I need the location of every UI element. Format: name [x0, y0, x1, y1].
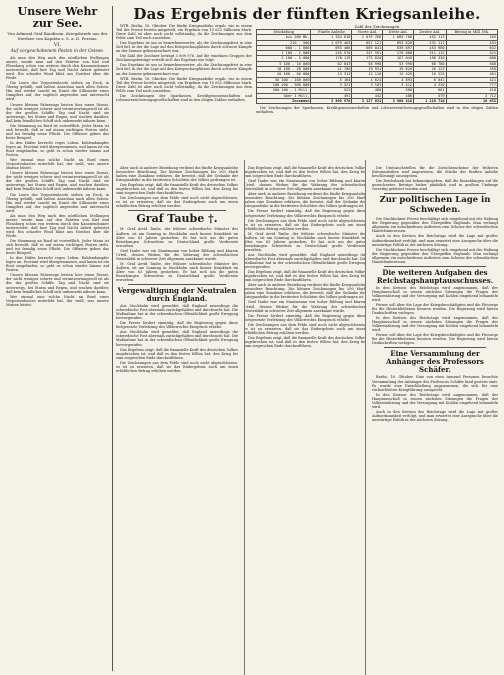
paragraph: Das Ergebnis zeigt, daß die finanzielle Kraft des deutschen Volkes ungebrochen ist, und daß es den festen Willen hat, den Krieg bis zum siegreichen Ende durchzuführen.	[116, 183, 238, 196]
table-total-row	[257, 98, 498, 103]
table-caption: Zahl der Zeichnungen	[354, 24, 400, 29]
article-title-schweden: Zur politischen Lage in Schweden.	[379, 195, 491, 215]
paragraph: Die Stimmung an Bord ist vortrefflich. Jeder Mann ist sich bewußt, daß er auf einem wichtigen Posten steht, und tut freudig seine Pflicht. Die Offiziere geben das beste Beispiel.	[6, 239, 109, 256]
table-cell: 421	[446, 77, 497, 82]
table-cell: 2 100 - 5 000	[257, 56, 311, 61]
table-cell: 523	[311, 88, 352, 93]
table-cell: 100 100 - 500 000	[257, 82, 311, 87]
paragraph: Das Ergebnis zeigt, daß die finanzielle Kraft des deutschen Volkes ungebrochen ist, und daß es den festen Willen hat, den Krieg bis zum siegreichen Ende durchzuführen.	[244, 270, 366, 283]
paragraph: Ferner soll über die Lage der Kriegsbeschädigten und die Fürsorge für die Hinterbliebenen beraten werden. Die Regierung wird hierzu Denkschriften vorlegen.	[372, 302, 498, 316]
table-header: Dritte Anl.	[383, 30, 414, 35]
table-cell: 661	[414, 88, 447, 93]
paragraph: WTB. Berlin, 16. Oktober. Die fünfte Kriegsanleihe ergab, wie in einem Teil der Presse bereits mitgeteilt, ein Ergebnis von 10 652 Millionen Mark. Diese Zahl ist aber noch nicht vollständig, da die Zeichnungen aus dem Felde zum Teil noch ausstehen.	[116, 76, 252, 93]
table-cell: 410	[446, 88, 497, 93]
paragraph: Aus Stockholm wird gemeldet, daß England neuerdings die schwedische Post abermals zurückgehalten und durchsucht hat. Die Maßnahme hat in der schwedischen Öffentlichkeit große Erregung hervorgerufen.	[116, 330, 238, 347]
table-cell: 669 841	[352, 45, 383, 50]
paragraph: Die Zeichnungen aus dem Felde sind noch nicht abgeschlossen; es ist zu erwarten, daß sie das Endergebnis noch um einen erheblichen Betrag erhöhen werden.	[116, 360, 238, 373]
table-cell: 167 045	[383, 56, 414, 61]
article-subhead: Auf vorgeschobenem Posten in der Ostsee.	[10, 49, 105, 54]
table-cell: 6 041	[414, 77, 447, 82]
paragraph: Das Ergebnis zeigt, daß die finanzielle Kraft des deutschen Volkes ungebrochen ist, und daß es den festen Willen hat, den Krieg bis zum siegreichen Ende durchzuführen.	[116, 347, 238, 360]
lower-columns	[116, 166, 498, 671]
table-cell: 10 100 - 20 000	[257, 67, 311, 72]
table-cell: 500 100 - 1 Mill.	[257, 88, 311, 93]
table-cell: 4 624	[352, 77, 383, 82]
table-cell: 66 780	[414, 61, 447, 66]
table-cell: 632	[446, 45, 497, 50]
table-cell: über 1 Mill.	[257, 93, 311, 98]
table-cell: 53 990	[383, 61, 414, 66]
table-cell: 21 786	[311, 67, 352, 72]
table-total-cell: 3 127 031	[352, 98, 383, 103]
table-cell: 311 112	[414, 51, 447, 56]
table-cell: 178 119	[311, 56, 352, 61]
lead-area	[116, 24, 498, 182]
paragraph: Als man den Weg nach den nördlichen Stellungen antrat, wurde man auf den Fahrten von Kiel und Flensburg schon von weitem durch den Kanonendonner unterrichtet, daß hier Tag und Nacht Arbeit geleistet wird. Ein scharfer Wind bläst aus Nordost über die Förde.	[6, 213, 109, 238]
article-title-vergewaltigung: Vergewaltigung der Neutralen durch England.	[117, 286, 237, 304]
paragraph: Unsere kleinen Fahrzeuge leisten hier einen Dienst, der nicht weniger schwer und verantwortungsvoll ist als der der großen Schiffe. Tag und Nacht sind sie unterwegs, bei Sturm und Regen, und wachen darüber, daß kein feindliches Schiff sich unbemerkt nähern kann.	[6, 273, 109, 294]
paragraph: Das Ergebnis zeigt, daß die finanzielle Kraft des deutschen Volkes ungebrochen ist, und daß es den festen Willen hat, den Krieg bis zum siegreichen Ende durchzuführen.	[244, 335, 366, 348]
divider	[128, 284, 226, 285]
table-cell: 480	[352, 88, 383, 93]
table-cell: 857 121	[352, 40, 383, 45]
table-total-cell: 10 652	[446, 98, 497, 103]
column-c	[372, 166, 498, 671]
article-title-unsere-wehr: Unsere Wehr zur See.	[17, 6, 98, 30]
column-a	[116, 166, 238, 671]
table-cell: 508	[446, 61, 497, 66]
paragraph: Aber auch in anderer Beziehung verdient die fünfte Kriegsanleihe besondere Beachtung. Die kleinen Zeichnungen bis 200 Mark haben eine Zunahme erfahren, die beweist, daß der Gedanke der Kriegsanleihe in die breitesten Schichten des Volkes gedrungen ist.	[116, 166, 238, 183]
table-cell: 639 897	[383, 45, 414, 50]
paragraph: Die Presse fordert einmütig, daß die Regierung gegen diese fortgesetzte Verletzung des Völkerrechts Einspruch erhebe.	[244, 313, 366, 322]
table-cell: 452	[446, 40, 497, 45]
table-total-cell: 3 809 976	[311, 98, 352, 103]
paragraph: Berlin, 16. Oktober. Eine von etwa tausend Personen besuchte Versammlung der Anhänger des Professors Schäfer fand gestern statt. Es wurde eine Entschließung angenommen, die sich für eine rücksichtslose Kriegführung ausspricht.	[372, 375, 498, 392]
paragraph: Die Reichsbank hat bekanntgegeben, daß die Einzahlungen auf die gezeichneten Beträge bisher pünktlich und in großem Umfange vorzeitig geleistet worden sind.	[372, 179, 498, 192]
article-title-weitere-aufgaben: Die weiteren Aufgaben des Reichstagshauptausschusses.	[376, 267, 494, 285]
table-cell: 442	[352, 93, 383, 98]
paragraph: Aus Stockholm wird gemeldet, daß England neuerdings die schwedische Post abermals zurückgehalten und durchsucht hat. Die Maßnahme hat in der schwedischen Öffentlichkeit große Erregung hervorgerufen.	[244, 252, 366, 270]
paragraph: WTB. Berlin, 16. Oktober. Die fünfte Kriegsanleihe ergab, wie in einem Teil der Presse bereits mitgeteilt, ein Ergebnis von 10 652 Millionen Mark. Diese Zahl ist aber noch nicht vollständig, da die Zeichnungen aus dem Felde zum Teil noch ausstehen.	[116, 24, 252, 41]
column-unsere-wehr	[6, 6, 109, 671]
table-cell: 58 996	[352, 61, 383, 66]
table-cell: 3 521	[311, 82, 352, 87]
table-cell: 19 931	[352, 67, 383, 72]
table-cell: 50 100 - 100 000	[257, 77, 311, 82]
paragraph: Die Leute der Vorpostenboote stehen an Deck, in Ölzeug gehüllt, und halten Ausschau nach allen Seiten. Hin und wieder taucht im Dunst die Silhouette eines Dampfers auf, der sogleich angerufen und untersucht wird.	[6, 81, 109, 102]
table-note: Die Zeichnungen der Sparkassen, Kreditgenossenschaften und Lebensversicherungsgesellschaften sind in den obigen Zahlen enthalten.	[256, 106, 498, 115]
table-cell: 1 100 - 2 000	[257, 51, 311, 56]
paragraph: In den Häfen herrscht reges Leben. Kohlendampfer legen an, Proviant wird übergenommen, und kaum ist ein Boot eingelaufen, so geht es schon wieder hinaus auf Posten.	[6, 256, 109, 273]
table-cell: 247 591	[352, 51, 383, 56]
paragraph: Die Stockholmer Presse beschäftigt sich eingehend mit der Haltung der Regierung gegenüber den Übergriffen Englands. Man verlangt allgemein ein entschiedenes Auftreten zum Schutze der schwedischen Handelsinteressen.	[372, 217, 498, 234]
column-b	[244, 166, 366, 671]
paragraph: In den Häfen herrscht reges Leben. Kohlendampfer legen an, Proviant wird übergenommen, und kaum ist ein Boot eingelaufen, so geht es schon wieder hinaus auf Posten.	[6, 140, 109, 158]
table-cell: 19 820	[383, 67, 414, 72]
table-cell: 5 164	[311, 77, 352, 82]
paragraph: Das Ergebnis ist um so bemerkenswerter, als die Zeichnungsfrist in eine Zeit fiel, in der die Lage auf den Kriegsschauplätzen durch schwere Kämpfe an der Somme gekennzeichnet war.	[116, 41, 252, 54]
paragraph: Die Umtauschstellen für die Zwischenscheine der früheren Kriegsanleihen sind angewiesen, die Stücke der fünften Anleihe beschleunigt auszugeben.	[372, 166, 498, 179]
main-headline: Das Ergebnis der fünften Kriegsanleihe.	[133, 6, 481, 23]
lead-text	[116, 24, 252, 103]
column-divider	[112, 6, 113, 671]
paragraph: Die Zeichnungen der Sparkassen, Kreditgenossenschaften und Lebensversicherungsgesellschaften sind in den obigen Zahlen enthalten.	[116, 93, 252, 102]
divider	[384, 266, 486, 267]
table-body	[257, 35, 498, 104]
divider	[384, 193, 486, 194]
table-cell: 16 225	[414, 72, 447, 77]
paragraph: Die Presse fordert einmütig, daß die Regierung gegen diese fortgesetzte Verletzung des Völkerrechts Einspruch erhebe.	[116, 321, 238, 330]
paragraph: Das Ergebnis zeigt, daß die finanzielle Kraft des deutschen Volkes ungebrochen ist, und daß es den festen Willen hat, den Krieg bis zum siegreichen Ende durchzuführen.	[244, 166, 366, 179]
section-number: VI.	[53, 42, 62, 48]
column-divider	[365, 160, 366, 675]
statistics-table-area	[256, 24, 498, 115]
paragraph: Die Leute der Vorpostenboote stehen an Deck, in Ölzeug gehüllt, und halten Ausschau nach allen Seiten. Hin und wieder taucht im Dunst die Silhouette eines Dampfers auf, der sogleich angerufen und untersucht wird.	[6, 192, 109, 213]
table-cell: 1 079 463	[311, 40, 352, 45]
paragraph: Als man den Weg nach den nördlichen Stellungen antrat, wurde man auf den Fahrten von Kiel und Flensburg schon von weitem durch den Kanonendonner unterrichtet, daß hier Tag und Nacht Arbeit geleistet wird. Ein scharfer Wind bläst aus Nordost über die Förde.	[6, 56, 109, 81]
table-cell: 486	[383, 93, 414, 98]
paragraph: Die Stockholmer Presse beschäftigt sich eingehend mit der Haltung der Regierung gegenüber den Übergriffen Englands. Man verlangt allgemein ein entschiedenes Auftreten zum Schutze der schwedischen Handelsinteressen.	[372, 247, 498, 264]
paragraph: Wer einmal eine solche Nacht an Bord eines Vorpostenbootes miterlebt hat, der weiß, was unsere Marine leistet.	[6, 294, 109, 307]
table-header: Betrag in Mill. Mk.	[446, 30, 497, 35]
paragraph: Die Zahl der Zeichner beträgt 3 809 976. Auf die einzelnen Gruppen der Zeichnungsbeträge verteilt sich das Ergebnis wie folgt:	[116, 54, 252, 63]
table-total-cell: 1 218 716	[414, 98, 447, 103]
divider	[128, 210, 226, 211]
table-cell: 893 620	[383, 40, 414, 45]
table-cell: 173 020	[352, 56, 383, 61]
table-cell: 508	[383, 88, 414, 93]
paragraph: M. Graf Arvid Taube, der frühere schwedische Minister des Äußern, ist am Sonntag in Stockholm nach kurzer Krankheit im Alter von 63 Jahren gestorben. Er hat sich um die guten Beziehungen Schwedens zu Deutschland große Verdienste erworben.	[116, 227, 238, 248]
table-cell: 461	[446, 72, 497, 77]
paragraph: Graf Taube war ein Staatsmann von hoher Bildung und klarem Urteil, dessen Wirken für die Wahrung der schwedischen Neutralität in schwerer Zeit allgemein anerkannt wurde.	[116, 248, 238, 261]
paragraph: Unsere kleinen Fahrzeuge leisten hier einen Dienst, der nicht weniger schwer und verantwortungsvoll ist als der der großen Schiffe. Tag und Nacht sind sie unterwegs, bei Sturm und Regen, und wachen darüber, daß kein feindliches Schiff sich unbemerkt nähern kann.	[6, 102, 109, 123]
table-cell: 421	[446, 51, 497, 56]
table-cell: 4 893	[383, 77, 414, 82]
table-cell: 20 100 - 50 000	[257, 72, 311, 77]
table-cell: 1 079 766	[352, 35, 383, 40]
paragraph: Aber auch in anderer Beziehung verdient die fünfte Kriegsanleihe besondere Beachtung. Die kleinen Zeichnungen bis 200 Mark haben eine Zunahme erfahren, die beweist, daß der Gedanke der Kriegsanleihe in die breitesten Schichten des Volkes gedrungen ist.	[244, 283, 366, 300]
paragraph: Die Presse fordert einmütig, daß die Regierung gegen diese fortgesetzte Verletzung des Völkerrechts Einspruch erhebe.	[244, 209, 366, 218]
table-header: Zweite Anl.	[414, 30, 447, 35]
column-main	[116, 6, 498, 671]
article-byline: Von Admiral Graf Baudissin. Kriegsbriefe aus der Nordsee von Kapitän z. S. a. D. Persius.	[7, 31, 108, 41]
table-cell: 245 970	[311, 51, 352, 56]
paragraph: Auch in den Kreisen des Reichstags wird die Lage mit großer Aufmerksamkeit verfolgt, und man erwartet eine Aussprache über die auswärtige Politik in der nächsten Sitzung.	[372, 409, 498, 422]
table-total-cell: 3 966 418	[383, 98, 414, 103]
paragraph: Die Zeichnungen aus dem Felde sind noch nicht abgeschlossen; es ist zu erwarten, daß sie das Endergebnis noch um einen erheblichen Betrag erhöhen werden.	[116, 196, 238, 209]
subscription-table	[256, 29, 498, 104]
table-cell: 196 320	[414, 56, 447, 61]
paragraph: Unsere kleinen Fahrzeuge leisten hier einen Dienst, der nicht weniger schwer und verantwortungsvoll ist als der der großen Schiffe. Tag und Nacht sind sie unterwegs, bei Sturm und Regen, und wachen darüber, daß kein feindliches Schiff sich unbemerkt nähern kann.	[6, 171, 109, 192]
paragraph: Wer einmal eine solche Nacht an Bord eines Vorpostenbootes miterlebt hat, der weiß, was unsere Marine leistet.	[6, 158, 109, 171]
table-header: Fünfte Anleihe	[311, 30, 352, 35]
table-cell: 452 113	[414, 35, 447, 40]
table-total-cell: Zusammen	[257, 98, 311, 103]
paragraph: M. Graf Arvid Taube, der frühere schwedische Minister des Äußern, ist am Sonntag in Stockholm nach kurzer Krankheit im Alter von 63 Jahren gestorben. Er hat sich um die guten Beziehungen Schwedens zu Deutschland große Verdienste erworben.	[116, 261, 238, 283]
table-cell: 276 880	[383, 51, 414, 56]
table-cell: 600 - 1 000	[257, 45, 311, 50]
table-cell: 13 312	[311, 72, 352, 77]
table-cell: 3 412	[383, 82, 414, 87]
table-header-row	[257, 30, 498, 35]
paragraph: Die Stimmung an Bord ist vortrefflich. Jeder Mann ist sich bewußt, daß er auf einem wichtigen Posten steht, und tut freudig seine Pflicht. Die Offiziere geben das beste Beispiel.	[6, 123, 109, 140]
paragraph: Aber auch in anderer Beziehung verdient die fünfte Kriegsanleihe besondere Beachtung. Die kleinen Zeichnungen bis 200 Mark haben eine Zunahme erfahren, die beweist, daß der Gedanke der Kriegsanleihe in die breitesten Schichten des Volkes gedrungen ist.	[244, 192, 366, 209]
paragraph: Das Ergebnis ist um so bemerkenswerter, als die Zeichnungsfrist in eine Zeit fiel, in der die Lage auf den Kriegsschauplätzen durch schwere Kämpfe an der Somme gekennzeichnet war.	[116, 63, 252, 76]
paragraph: Die Zeichnungen aus dem Felde sind noch nicht abgeschlossen; es ist zu erwarten, daß sie das Endergebnis noch um einen erheblichen Betrag erhöhen werden.	[244, 218, 366, 231]
table-cell: 688	[446, 56, 497, 61]
table-cell: 3 103	[352, 82, 383, 87]
table-cell: 1 089 700	[383, 35, 414, 40]
table-cell: 777	[446, 82, 497, 87]
column-divider	[244, 160, 245, 675]
table-cell: bis 200 Mk.	[257, 35, 311, 40]
paragraph: Graf Taube war ein Staatsmann von hoher Bildung und klarem Urteil, dessen Wirken für die Wahrung der schwedischen Neutralität in schwerer Zeit allgemein anerkannt wurde.	[244, 300, 366, 313]
paragraph: Graf Taube war ein Staatsmann von hoher Bildung und klarem Urteil, dessen Wirken für die Wahrung der schwedischen Neutralität in schwerer Zeit allgemein anerkannt wurde.	[244, 179, 366, 192]
paragraph: In den Kreisen des Reichstags wird angenommen, daß der Hauptausschuß in seinen nächsten Sitzungen die Fragen der Volksernährung und der Versorgung mit Kohlen eingehend behandeln wird.	[372, 316, 498, 333]
article-title-graf-taube: Graf Taube †.	[136, 212, 218, 226]
table-cell: 231 112	[414, 40, 447, 45]
table-cell: 5 100 - 10 000	[257, 61, 311, 66]
table-cell: 356	[446, 67, 497, 72]
table-cell: 210 - 500	[257, 40, 311, 45]
paragraph: M. Graf Arvid Taube, der frühere schwedische Minister des Äußern, ist am Sonntag in Stockholm nach kurzer Krankheit im Alter von 63 Jahren gestorben. Er hat sich um die guten Beziehungen Schwedens zu Deutschland große Verdienste erworben.	[244, 231, 366, 252]
paragraph: In den Kreisen des Reichstags wird angenommen, daß der Hauptausschuß in seinen nächsten Sitzungen die Fragen der Volksernährung und der Versorgung mit Kohlen eingehend behandeln wird.	[372, 392, 498, 409]
paragraph: Ferner soll über die Lage der Kriegsbeschädigten und die Fürsorge für die Hinterbliebenen beraten werden. Die Regierung wird hierzu Denkschriften vorlegen.	[372, 333, 498, 346]
table-cell: 4 220	[414, 82, 447, 87]
table-cell: 26 123	[414, 67, 447, 72]
table-cell: 2 712	[446, 93, 497, 98]
table-header: Stückelung	[257, 30, 311, 35]
table-cell: 579	[414, 93, 447, 98]
paragraph: In den Kreisen des Reichstags wird angenommen, daß der Hauptausschuß in seinen nächsten Sitzungen die Fragen der Volksernährung und der Versorgung mit Kohlen eingehend behandeln wird.	[372, 285, 498, 302]
table-cell: 62 843	[311, 61, 352, 66]
table-cell: 453 980	[414, 45, 447, 50]
paragraph: Auch in den Kreisen des Reichstags wird die Lage mit großer Aufmerksamkeit verfolgt, und man erwartet eine Aussprache über die auswärtige Politik in der nächsten Sitzung.	[372, 234, 498, 247]
table-cell: 1 324 018	[311, 35, 352, 40]
paragraph: Aus Stockholm wird gemeldet, daß England neuerdings die schwedische Post abermals zurückgehalten und durchsucht hat. Die Maßnahme hat in der schwedischen Öffentlichkeit große Erregung hervorgerufen.	[116, 304, 238, 321]
table-cell: 165	[446, 35, 497, 40]
table-header: Vierte Anl.	[352, 30, 383, 35]
table-cell: 693 466	[311, 45, 352, 50]
article-title-versammlung: Eine Versammlung der Anhänger des Professors Schäfer.	[386, 349, 484, 375]
paragraph: Die Zeichnungen aus dem Felde sind noch nicht abgeschlossen; es ist zu erwarten, daß sie das Endergebnis noch um einen erheblichen Betrag erhöhen werden.	[244, 322, 366, 335]
table-cell: 491	[311, 93, 352, 98]
divider	[384, 347, 486, 348]
table-cell: 12 116	[352, 72, 383, 77]
table-cell: 12 420	[383, 72, 414, 77]
